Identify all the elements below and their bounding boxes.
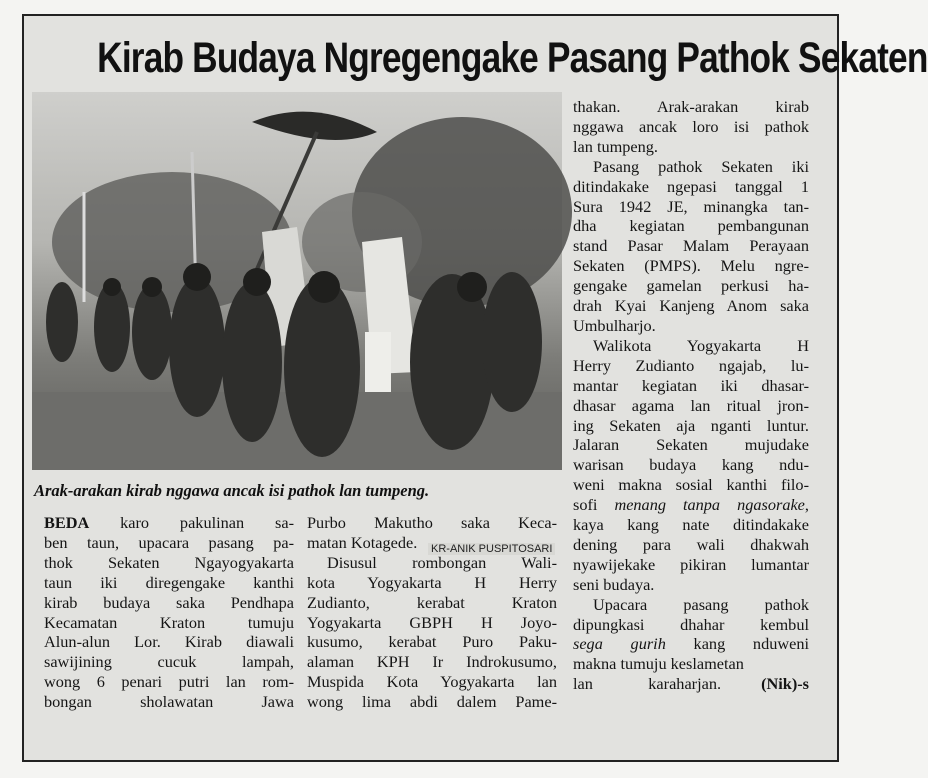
col3-p4-line-3: makna tumuju keslametan: [573, 654, 744, 674]
col2-p1-line-0: Purbo Makutho saka Keca-: [307, 513, 557, 532]
procession-photo-illustration: [32, 92, 562, 470]
col1-line-2: thok Sekaten Ngayogyakarta: [44, 552, 294, 572]
col3-p3-rest-0: kaya kang nate ditindakake: [573, 515, 809, 535]
col1-line-7: sawijining cucuk lampah,: [44, 652, 294, 672]
col3-p4-line-2: kang nduweni: [665, 634, 809, 654]
article-column-3: [573, 97, 809, 694]
col1-line-6: Alun-alun Lor. Kirab diawali: [44, 632, 294, 652]
col3-p3-pre-italic: sofi: [573, 495, 615, 515]
col2-p2-line-1: kota Yogyakarta H Herry: [307, 572, 557, 592]
col3-p2-line-7: drah Kyai Kanjeng Anom saka: [573, 296, 809, 316]
col3-p2-line-8: Umbulharjo.: [573, 315, 656, 335]
col3-p3-rest-2: nyawijekake pikiran lumantar: [573, 554, 809, 574]
col3-p1-line-0: thakan. Arak-arakan kirab: [573, 97, 809, 116]
article-column-2: [307, 513, 557, 712]
col2-p2-line-4: kusumo, kerabat Puro Paku-: [307, 632, 557, 652]
col1-line-0: karo pakulinan sa-: [89, 513, 294, 532]
col3-p4-line-1: dipungkasi dhahar kembul: [573, 614, 809, 634]
col3-p2-line-3: dha kegiatan pembangunan: [573, 216, 809, 236]
col2-p2-line-0: Disusul rombongan Wali-: [327, 552, 557, 572]
col3-p4-line-4: lan karaharjan.: [573, 674, 722, 694]
col3-p3-rest-3: seni budaya.: [573, 574, 655, 594]
col3-p3-line-3: dhasar agama lan ritual jron-: [573, 395, 809, 415]
col3-p4-line-0: Upacara pasang pathok: [593, 594, 809, 614]
col3-p3-line-0: Walikota Yogyakarta H: [593, 335, 809, 355]
col3-p2-line-4: stand Pasar Malam Perayaan: [573, 236, 809, 256]
col3-p2-line-5: Sekaten (PMPS). Melu ngre-: [573, 256, 809, 276]
col1-line-9: bongan sholawatan Jawa: [44, 692, 294, 712]
col3-p1-line-1: nggawa ancak loro isi pathok: [573, 116, 809, 136]
col3-p3-rest-1: dening para wali dhakwah: [573, 534, 809, 554]
photo-credit: KR-ANIK PUSPITOSARI: [428, 543, 555, 555]
col3-p3-line-4: ing Sekaten aja nganti luntur.: [573, 415, 809, 435]
col3-p3-italic-phrase: menang tanpa ngasorake: [614, 495, 805, 515]
author-signature: (Nik)-s: [761, 674, 809, 694]
lead-word: BEDA: [44, 513, 90, 532]
col3-p3-line-6: warisan budaya kang ndu-: [573, 455, 809, 475]
col1-line-5: Kecamatan Kraton tumuju: [44, 612, 294, 632]
col1-line-3: taun iki diregengake kanthi: [44, 572, 294, 592]
col3-p2-line-0: Pasang pathok Sekaten iki: [593, 156, 809, 176]
col2-p2-line-7: wong lima abdi dalem Pame-: [307, 692, 557, 712]
col3-p2-line-1: ditindakake ngepasi tanggal 1: [573, 176, 809, 196]
col2-p2-line-5: alaman KPH Ir Indrokusumo,: [307, 652, 557, 672]
col3-p2-line-6: gengake gamelan perkusi ha-: [573, 276, 809, 296]
col3-p3-line-2: mantar kegiatan iki dhasar-: [573, 375, 809, 395]
col3-p2-line-2: Sura 1942 JE, minangka tan-: [573, 196, 809, 216]
col2-p2-line-2: Zudianto, kerabat Kraton: [307, 592, 557, 612]
col1-line-1: ben taun, upacara pasang pa-: [44, 532, 294, 552]
article-column-1: [44, 513, 294, 712]
photo-caption: Arak-arakan kirab nggawa ancak isi pathok lan tumpeng.: [34, 481, 430, 500]
col2-p1-line-1: matan Kotagede.: [307, 532, 418, 552]
col3-p3-line-1: Herry Zudianto ngajab, lu-: [573, 355, 809, 375]
col3-p3-line-7: weni makna sosial kanthi filo-: [573, 475, 809, 495]
col3-p3-line-5: Jalaran Sekaten mujudake: [573, 435, 809, 455]
col3-p4-italic-phrase: sega gurih: [573, 634, 666, 654]
col2-p2-line-6: Muspida Kota Yogyakarta lan: [307, 672, 557, 692]
col2-p2-line-3: Yogyakarta GBPH H Joyo-: [307, 612, 557, 632]
col3-p1-line-2: lan tumpeng.: [573, 136, 659, 156]
headline: Kirab Budaya Ngregengake Pasang Pathok Sekaten: [97, 34, 928, 82]
col1-line-4: kirab budaya saka Pendhapa: [44, 592, 294, 612]
col3-p3-post-italic: ,: [804, 495, 809, 515]
col1-line-8: wong 6 penari putri lan rom-: [44, 672, 294, 692]
